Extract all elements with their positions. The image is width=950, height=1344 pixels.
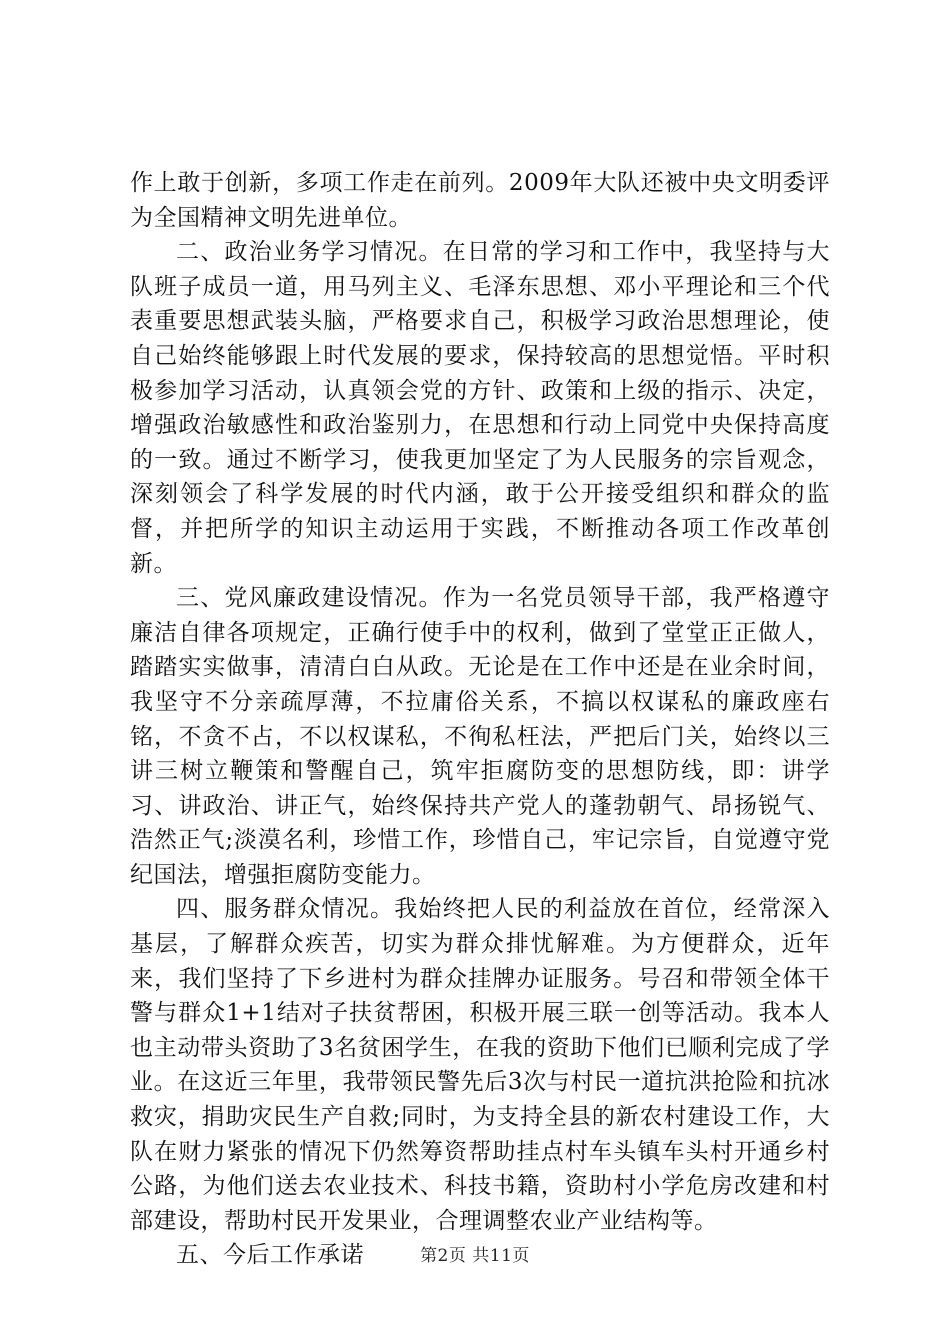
paragraph-serving-public: 四、服务群众情况。我始终把人民的利益放在首位，经常深入基层，了解群众疾苦，切实为群众排忧解难。为方便群众，近年来，我们坚持了下乡进村为群众挂牌办证服务。号召和带领全体干警与群众1+1结对子扶贫帮困，积极开展三联一创等活动。我本人也主动带头资助了3名贫困学生，在我的资助下他们已顺利完成了学业。在这近三年里，我带领民警先后3次与村民一道抗洪抢险和抗冰救灾，捐助灾民生产自救;同时，为支持全县的新农村建设工作，大队在财力紧张的情况下仍然筹资帮助挂点村车头镇车头村开通乡村公路，为他们送去农业技术、科技书籍，资助村小学危房改建和村部建设，帮助村民开发果业，合理调整农业产业结构等。 bbox=[130, 896, 830, 1234]
page-number-footer: 第2页 共11页 bbox=[420, 1246, 530, 1266]
paragraph-future-commitment: 五、今后工作承诺 bbox=[176, 1242, 364, 1269]
paragraph-continuation: 作上敢于创新，多项工作走在前列。2009年大队还被中央文明委评为全国精神文明先进单位。 bbox=[130, 170, 830, 231]
document-body bbox=[130, 166, 830, 1273]
paragraph-party-integrity: 三、党风廉政建设情况。作为一名党员领导干部，我严格遵守廉洁自律各项规定，正确行使手中的权利，做到了堂堂正正做人，踏踏实实做事，清清白白从政。无论是在工作中还是在业余时间，我坚守不分亲疏厚薄，不拉庸俗关系，不搞以权谋私的廉政座右铭，不贪不占，不以权谋私，不徇私枉法，严把后门关，始终以三讲三树立鞭策和警醒自己，筑牢拒腐防变的思想防线，即：讲学习、讲政治、讲正气，始终保持共产党人的蓬勃朝气、昂扬锐气、浩然正气;淡漠名利，珍惜工作，珍惜自己，牢记宗旨，自觉遵守党纪国法，增强拒腐防变能力。 bbox=[130, 585, 830, 888]
paragraph-political-study: 二、政治业务学习情况。在日常的学习和工作中，我坚持与大队班子成员一道，用马列主义、毛泽东思想、邓小平理论和三个代表重要思想武装头脑，严格要求自己，积极学习政治思想理论，使自己始终能够跟上时代发展的要求，保持较高的思想觉悟。平时积极参加学习活动，认真领会党的方针、政策和上级的指示、决定，增强政治敏感性和政治鉴别力，在思想和行动上同党中央保持高度的一致。通过不断学习，使我更加坚定了为人民服务的宗旨观念，深刻领会了科学发展的时代内涵，敢于公开接受组织和群众的监督，并把所学的知识主动运用于实践，不断推动各项工作改革创新。 bbox=[130, 239, 830, 577]
